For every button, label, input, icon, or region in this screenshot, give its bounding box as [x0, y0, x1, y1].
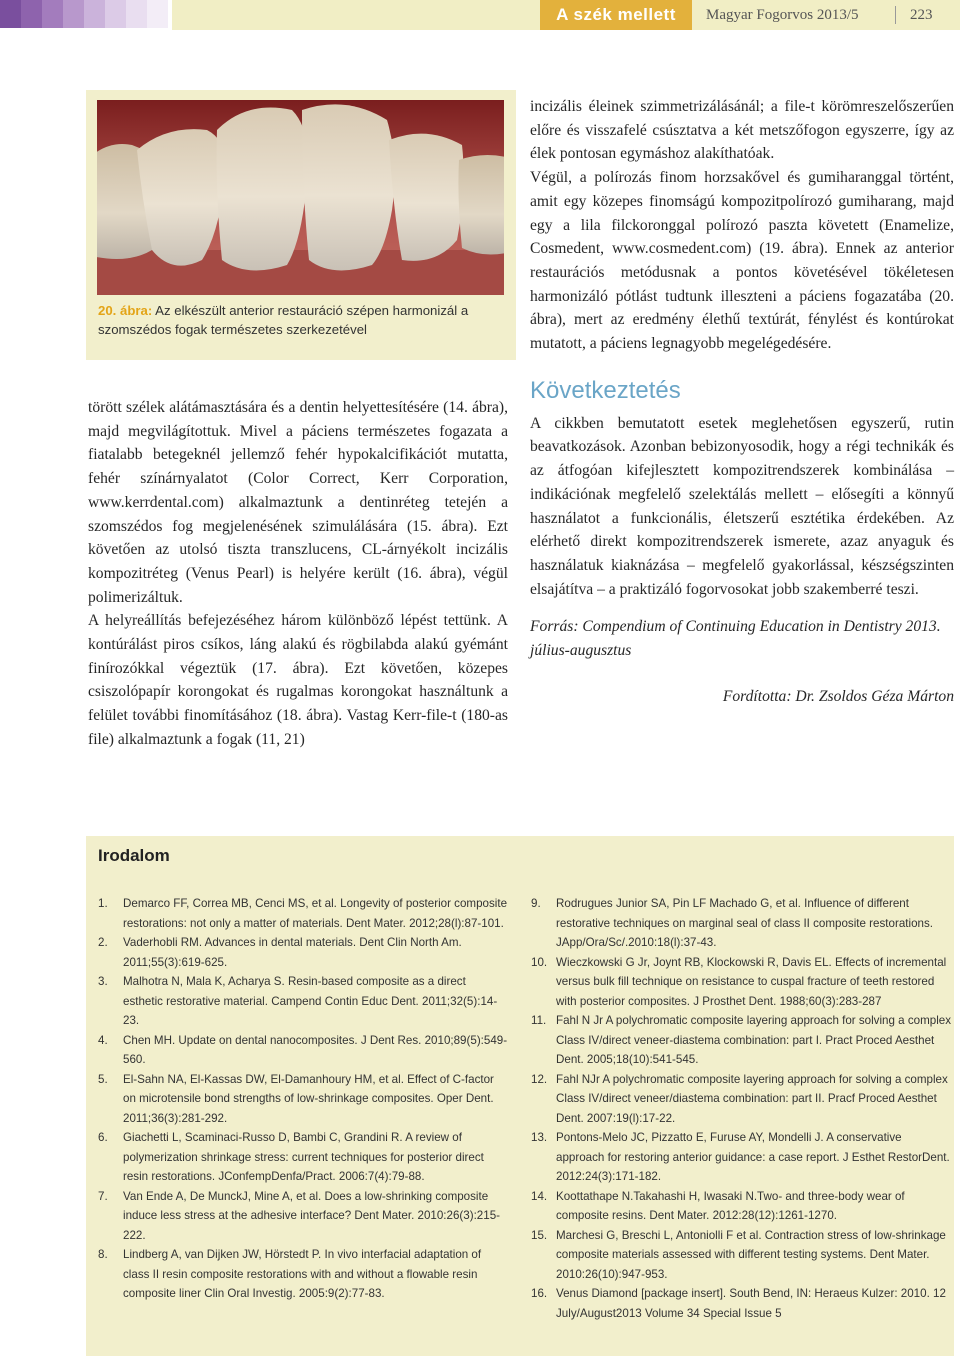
- reference-text: Venus Diamond [package insert]. South Bend, IN: Heraeus Kulzer: 2010. 12 July/August2013 Volume 34 Special Issue 5: [556, 1287, 946, 1320]
- reference-number: 9.: [531, 897, 541, 910]
- reference-number: 1.: [98, 897, 108, 910]
- color-swatch: [84, 0, 105, 28]
- color-swatch: [147, 0, 168, 28]
- reference-text: Rodrugues Junior SA, Pin LF Machado G, et al. Influence of different restorative techniques on marginal seal of class II composite restorations. JApp/Ora/Sc/.2010:18(l):37-43.: [556, 897, 933, 949]
- color-swatch: [105, 0, 126, 28]
- reference-number: 10.: [531, 955, 548, 969]
- reference-text: Marchesi G, Breschi L, Antoniolli F et al. Contraction stress of low-shrinkage composite materials assessed with different testing systems. Dent Mater. 2010:26(10):947-953.: [556, 1228, 946, 1281]
- reference-item: [98, 933, 508, 972]
- reference-text: Fahl NJr A polychromatic composite layering approach for solving a complex Class IV/direct veneer/diastema combination: part II. Pracf Proced Aesthet Dent. 2007:19(l):17-22.: [556, 1072, 948, 1125]
- reference-number: 3.: [98, 975, 108, 988]
- reference-number: 6.: [98, 1131, 108, 1144]
- reference-item: [531, 1187, 951, 1226]
- right-paragraph-2: Végül, a polírozás finom horzsakővel és gumiharanggal történt, amit egy közepes finomságú kompozitpolírozó gumiharang, majd egy a lila filckoronggal polírozó paszta követett (Enamelize, Cosmedent, www.cosmedent.com) (19. ábra). Ennek az anterior restaurációs metódusnak a pontos követésével tökéletesen harmonizáló pótlást tudtunk illeszteni a páciens fogazatába (20. ábra), mert az eredmény élethű textúrát, fénylést és kontúrokat mutatott, a páciens legnagyobb megelégedésére.: [530, 169, 954, 353]
- figure-label: 20. ábra:: [98, 303, 153, 318]
- page-number: 223: [910, 7, 933, 23]
- reference-item: [98, 1187, 508, 1246]
- reference-item: [98, 894, 508, 933]
- reference-item: [531, 1226, 951, 1285]
- reference-text: Malhotra N, Mala K, Acharya S. Resin-based composite as a direct esthetic restorative material. Campend Contin Educ Dent. 2011;32(5):14-23.: [123, 975, 498, 1027]
- reference-item: [98, 1031, 508, 1070]
- color-swatch: [42, 0, 63, 28]
- reference-text: El-Sahn NA, El-Kassas DW, El-Damanhoury HM, et al. Effect of C-factor on microtensile bond strengths of low-shrinkage composites. Oper Dent. 2011;36(3):281-292.: [123, 1072, 494, 1125]
- reference-item: [98, 1070, 508, 1129]
- reference-item: [531, 953, 951, 1012]
- reference-text: Demarco FF, Correa MB, Cenci MS, et al. Longevity of posterior composite restorations: not only a matter of materials. Dent Mater. 2012;28(l):87-101.: [123, 897, 508, 930]
- reference-number: 13.: [531, 1131, 548, 1144]
- conclusion-heading: Következtetés: [530, 376, 681, 404]
- reference-number: 11.: [531, 1014, 547, 1027]
- reference-number: 4.: [98, 1033, 108, 1047]
- conclusion-paragraph: A cikkben bemutatott esetek meglehetősen egyszerű, rutin beavatkozások. Azonban bebizonyosodik, hogy a régi technikák és az átfogóan kifejlesztett kompozitrendszerek kombinálása – indikációnak megfelelő szelektálás mellett – elősegíti a könnyű használatot a funkcionális, életszerű esztétika érdekében. Az elérhető direkt kompozitrendszerek ismerete, azaz anyaguk és használatuk kiaknázása – megfelelő gyakorlással, készségszinten elsajátítva – a praktizáló fogorvosokat jobb szakemberré teszi.: [530, 414, 954, 598]
- references-box: [86, 836, 954, 1356]
- teeth-photo: [97, 100, 504, 295]
- color-swatch: [126, 0, 147, 28]
- reference-number: 15.: [531, 1228, 548, 1242]
- reference-item: [531, 1128, 951, 1187]
- reference-item: [98, 1245, 508, 1304]
- right-paragraph-1: incizális éleinek szimmetrizálásánál; a file-t körömreszelőszerűen előre és visszafelé csúsztatva a két metszőfogon egyszerre, így az élek pontosan egymáshoz alakíthatóak.: [530, 98, 954, 163]
- reference-item: [531, 1070, 951, 1129]
- reference-item: [531, 1011, 951, 1070]
- figure-caption: [98, 301, 508, 339]
- reference-text: Vaderhobli RM. Advances in dental materials. Dent Clin North Am. 2011;55(3):619-625.: [123, 936, 462, 969]
- reference-item: [98, 1128, 508, 1187]
- journal-title: Magyar Fogorvos 2013/5: [706, 7, 859, 23]
- reference-text: Fahl N Jr A polychromatic composite layering approach for solving a complex Class IV/direct veneer-diastema combination: part I. Pract Proced Aesthet Dent. 2005;18(10):541-545.: [556, 1014, 952, 1066]
- reference-text: Wieczkowski G Jr, Joynt RB, Klockowski R, Davis EL. Effects of incremental versus bulk fill technique on resistance to cuspal fracture of teeth restored with posterior composites. J Prosthet Dent. 1988;60(3):283-287: [556, 955, 947, 1008]
- reference-item: [531, 894, 951, 953]
- reference-text: Pontons-Melo JC, Pizzatto E, Furuse AY, Mondelli J. A conservative approach for restoring anterior guidance: a case report. J Esthet RestorDent. 2012:24(3):171-182.: [556, 1131, 950, 1183]
- references-title: Irodalom: [98, 846, 170, 865]
- color-swatch: [63, 0, 84, 28]
- reference-text: Van Ende A, De MunckJ, Mine A, et al. Does a low-shrinking composite induce less stress at the adhesive interface? Dent Mater. 2010:26(3):215-222.: [123, 1189, 501, 1242]
- reference-number: 14.: [531, 1189, 548, 1203]
- reference-number: 8.: [98, 1248, 108, 1261]
- left-paragraph-1: törött szélek alátámasztására és a dentin helyettesítésére (14. ábra), majd megvilágítottuk. Mivel a páciens természetes fogazata a fiatalabb betegeknél jellemző fehér hypokalcifikációt mutatta, fehér színárnyalatot (Color Correct, Kerr Corporation, www.kerrdental.com) alkalmaztunk a dentinréteg tetején a szomszédos fog megjelenésének szimulálására (15. ábra). Ezt követően az utolsó tiszta transzlucens, CL-árnyékolt incizális kompozitréteg (Venus Pearl) is helyére került (16. ábra), végül polimerizáltuk.: [88, 399, 508, 606]
- reference-number: 5.: [98, 1072, 108, 1086]
- reference-number: 12.: [531, 1072, 548, 1086]
- figure-20: [86, 90, 516, 360]
- header-divider: [895, 6, 896, 24]
- section-tab: A szék mellett: [540, 0, 692, 30]
- references-right: [531, 894, 951, 1323]
- reference-item: [98, 972, 508, 1031]
- header-color-strip: [0, 0, 168, 28]
- color-swatch: [21, 0, 42, 28]
- reference-number: 7.: [98, 1189, 108, 1203]
- reference-text: Chen MH. Update on dental nanocomposites. J Dent Res. 2010;89(5):549-560.: [123, 1033, 508, 1066]
- left-paragraph-2: A helyreállítás befejezéséhez három különböző lépést tettünk. A kontúrálást piros csíkos, láng alakú és rögbilabda alakú gyémánt finírozókkal végeztük (17. ábra). Ezt követően, közepes csiszolópapír korongokat és rugalmas korongokat használtunk a felület további finomításához (18. ábra). Vastag Kerr-file-t (180-as file) alkalmaztunk a fogak (11, 21): [88, 612, 508, 748]
- reference-number: 16.: [531, 1287, 548, 1300]
- right-column: [530, 95, 954, 708]
- source-note: Forrás: Compendium of Continuing Education in Dentistry 2013. július-augusztus: [530, 618, 941, 660]
- reference-text: Koottathape N.Takahashi H, Iwasaki N.Two- and three-body wear of composite resins. Dent Mater. 2012:28(12):1261-1270.: [556, 1189, 905, 1222]
- left-column: [88, 396, 508, 752]
- reference-text: Lindberg A, van Dijken JW, Hörstedt P. In vivo interfacial adaptation of class II resin composite restorations with and without a flowable resin composite liner Clin Oral Investig. 2005:9(2):77-83.: [123, 1248, 482, 1300]
- color-swatch: [0, 0, 21, 28]
- reference-number: 2.: [98, 936, 108, 949]
- reference-text: Giachetti L, Scaminaci-Russo D, Bambi C, Grandini R. A review of polymerization shrinkage stress: current techniques for posterior direct resin restorations. JConfempDenfa/Pract. 2006:7(4):79-88.: [123, 1131, 484, 1183]
- reference-item: [531, 1284, 951, 1323]
- references-left: [98, 894, 508, 1304]
- figure-caption-text: Az elkészült anterior restauráció szépen harmonizál a szomszédos fogak természetes szerkezetével: [98, 303, 469, 337]
- translator-note: Fordította: Dr. Zsoldos Géza Márton: [722, 687, 954, 705]
